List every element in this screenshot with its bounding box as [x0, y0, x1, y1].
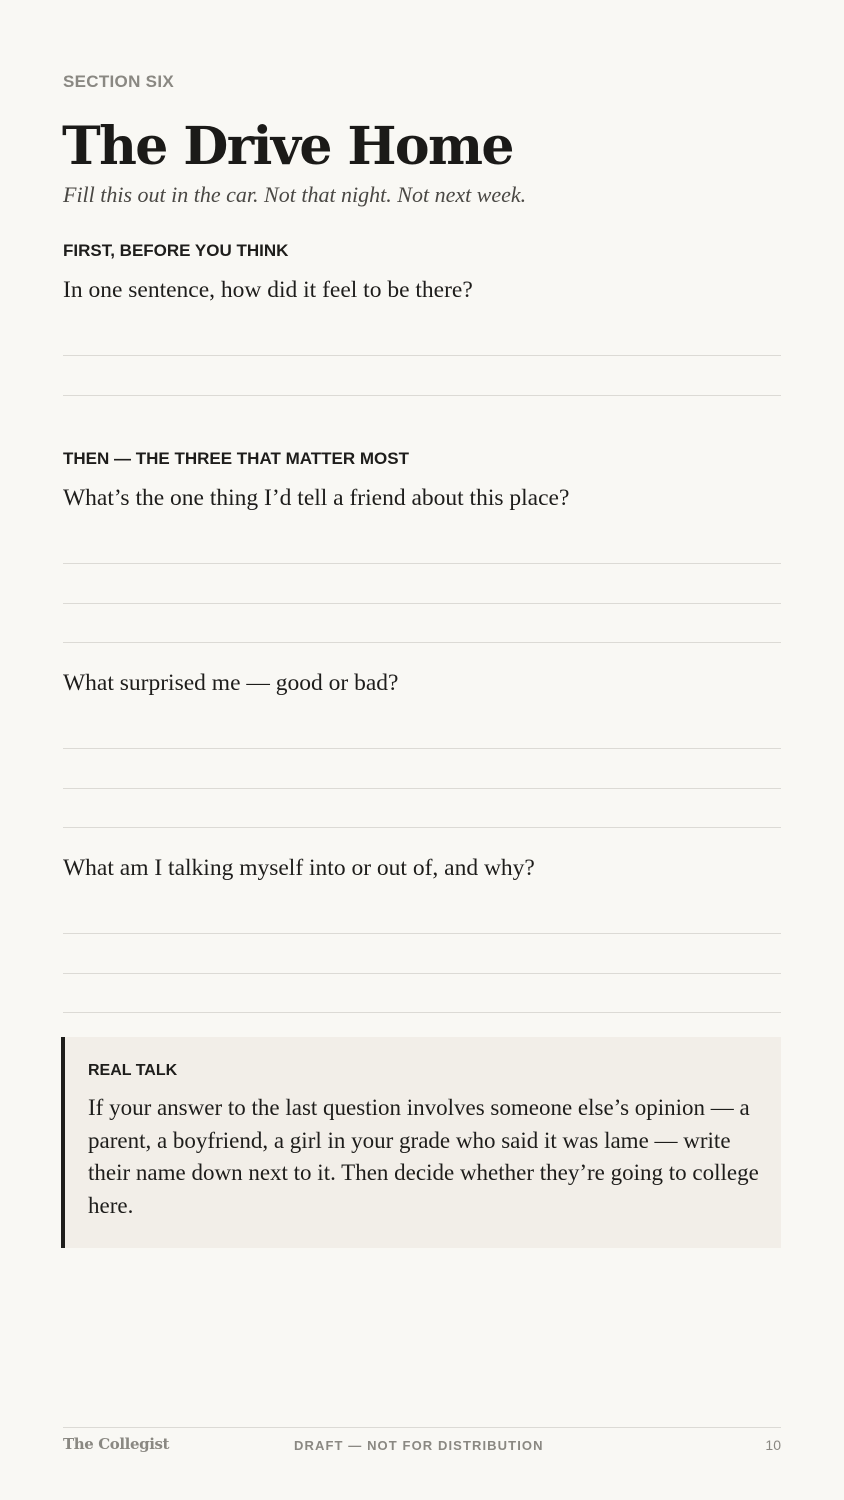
question-tell-friend: What’s the one thing I’d tell a friend about this place? [63, 485, 570, 511]
footer-draft-notice: DRAFT — NOT FOR DISTRIBUTION [294, 1438, 544, 1453]
answer-line[interactable] [63, 355, 781, 356]
question-feel: In one sentence, how did it feel to be there? [63, 277, 473, 303]
page-number: 10 [765, 1437, 781, 1453]
question-surprised: What surprised me — good or bad? [63, 670, 399, 696]
answer-line[interactable] [63, 395, 781, 396]
real-talk-callout [61, 1037, 781, 1248]
second-block-label: THEN — THE THREE THAT MATTER MOST [63, 449, 409, 468]
answer-line[interactable] [63, 973, 781, 974]
answer-line[interactable] [63, 1012, 781, 1013]
answer-line[interactable] [63, 563, 781, 564]
answer-line[interactable] [63, 933, 781, 934]
answer-line[interactable] [63, 827, 781, 828]
page-subtitle: Fill this out in the car. Not that night. Not next week. [63, 182, 527, 207]
page-title: The Drive Home [62, 116, 513, 177]
callout-body: If your answer to the last question involves someone else’s opinion — a parent, a boyfriend, a girl in your grade who said it was lame — write their name down next to it. Then decide whether they’re going to college here. [88, 1095, 759, 1218]
answer-line[interactable] [63, 603, 781, 604]
answer-line[interactable] [63, 642, 781, 643]
answer-line[interactable] [63, 788, 781, 789]
footer-brand: The Collegist [63, 1435, 170, 1453]
callout-label: REAL TALK [88, 1062, 178, 1079]
answer-line[interactable] [63, 748, 781, 749]
section-eyebrow: SECTION SIX [63, 72, 174, 91]
first-block-label: FIRST, BEFORE YOU THINK [63, 241, 289, 260]
footer-divider [63, 1427, 781, 1428]
question-talking-myself: What am I talking myself into or out of, and why? [63, 855, 535, 881]
